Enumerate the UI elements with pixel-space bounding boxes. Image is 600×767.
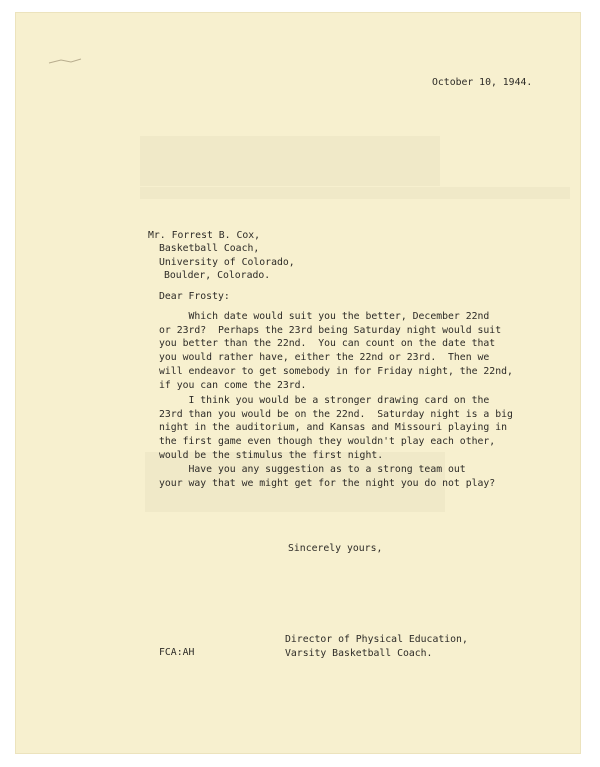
recipient-institution: University of Colorado,	[159, 257, 295, 268]
recipient-city: Boulder, Colorado.	[164, 270, 271, 281]
recipient-title: Basketball Coach,	[159, 243, 260, 254]
closing: Sincerely yours,	[288, 543, 383, 554]
paragraph-line: 23rd than you would be on the 22nd. Saturday night is a big	[159, 408, 513, 420]
paragraph-line: you better than the 22nd. You can count on the date that	[159, 338, 496, 350]
body-paragraph-3	[159, 463, 495, 490]
body-paragraph-2	[159, 394, 513, 463]
paragraph-line: if you can come the 23rd.	[159, 379, 307, 391]
salutation: Dear Frosty:	[159, 291, 230, 302]
paragraph-line: the first game even though they wouldn't play each other,	[159, 436, 496, 448]
paragraph-line: I think you would be a stronger drawing card on the	[159, 395, 490, 406]
paragraph-line: your way that we might get for the night you do not play?	[159, 477, 496, 489]
bleed-through-band	[140, 136, 440, 186]
pencil-mark-icon	[47, 56, 83, 66]
body-paragraph-1	[159, 310, 513, 392]
paragraph-line: Which date would suit you the better, December 22nd	[159, 311, 490, 322]
recipient-name: Mr. Forrest B. Cox,	[148, 230, 261, 241]
bleed-through-band	[140, 187, 570, 199]
paragraph-line: night in the auditorium, and Kansas and Missouri playing in	[159, 422, 507, 434]
paragraph-line: Have you any suggestion as to a strong team out	[159, 464, 466, 475]
paragraph-line: will endeavor to get somebody in for Friday night, the 22nd,	[159, 365, 513, 377]
letter-date: October 10, 1944.	[432, 77, 533, 88]
paragraph-line: you would rather have, either the 22nd or 23rd. Then we	[159, 352, 490, 364]
signature-title-1: Director of Physical Education,	[285, 634, 468, 645]
typist-initials: FCA:AH	[159, 647, 195, 658]
paragraph-line: or 23rd? Perhaps the 23rd being Saturday night would suit	[159, 324, 502, 336]
signature-title-2: Varsity Basketball Coach.	[285, 648, 433, 659]
paragraph-line: would be the stimulus the first night.	[159, 449, 384, 461]
